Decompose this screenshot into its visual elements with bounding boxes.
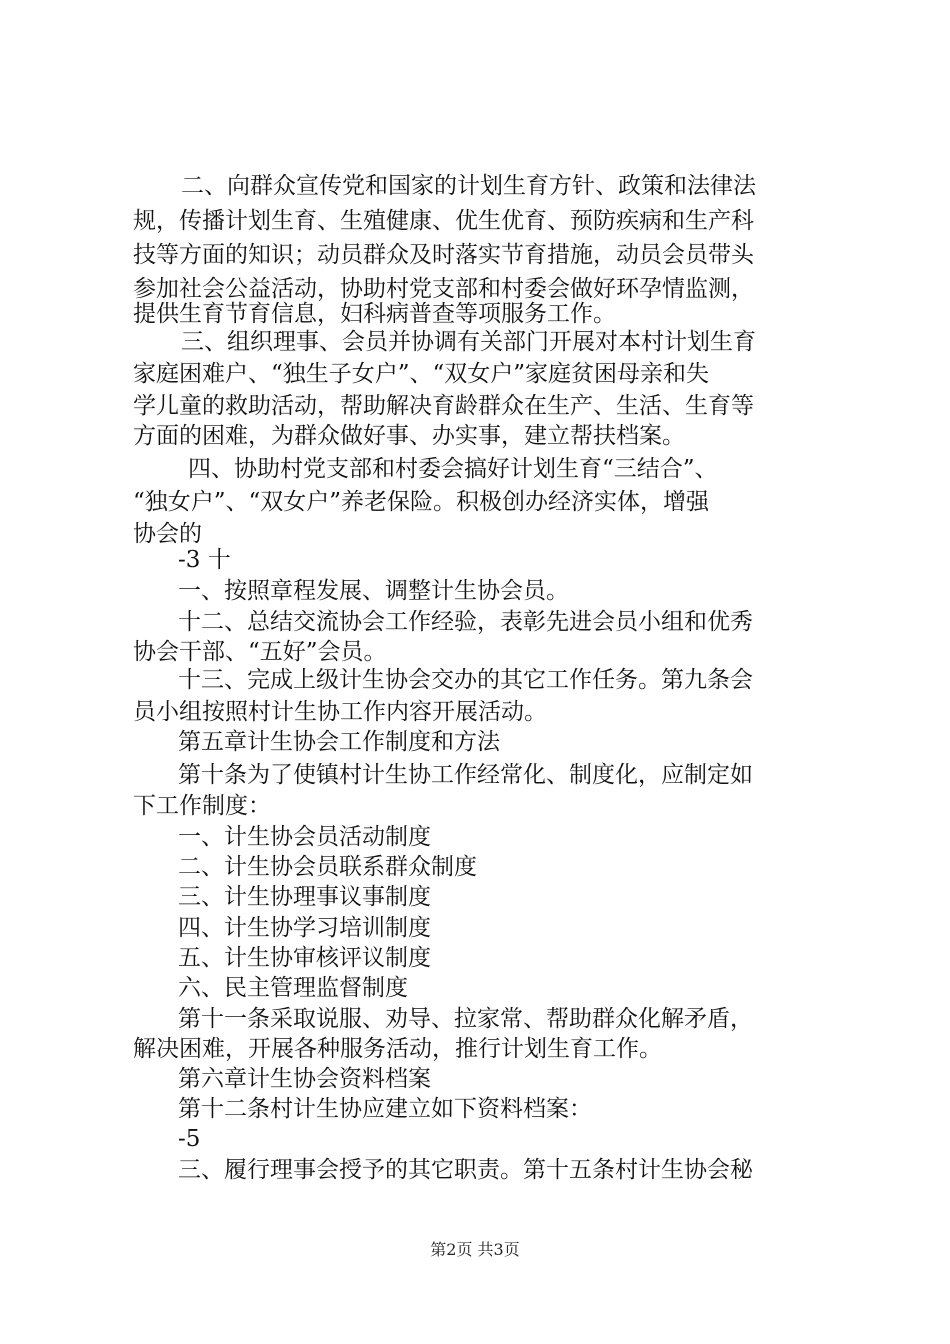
text-line-9: 方面的困难，为群众做好事、办实事，建立帮扶档案。 <box>133 423 685 449</box>
text-line-15: 十二、总结交流协会工作经验，表彰先进会员小组和优秀 <box>178 609 753 635</box>
text-line-29: 解决困难，开展各种服务活动，推行计划生育工作。 <box>133 1036 662 1062</box>
chapter-heading-6: 第六章计生协会资料档案 <box>178 1066 431 1092</box>
page-marker-3: -3 十 <box>178 547 231 573</box>
text-line-2: 规，传播计划生育、生殖健康、优生优育、预防疾病和生产科 <box>133 208 754 234</box>
text-line-17: 十三、完成上级计生协会交办的其它工作任务。第九条会 <box>178 667 753 693</box>
list-item-6: 六、民主管理监督制度 <box>178 975 408 1001</box>
text-line-3: 技等方面的知识；动员群众及时落实节育措施，动员会员带头 <box>133 242 754 268</box>
text-line-8: 学儿童的救助活动，帮助解决育龄群众在生产、生活、生育等 <box>133 393 754 419</box>
text-line-18: 员小组按照村计生协工作内容开展活动。 <box>133 699 547 725</box>
text-line-4: 参加社会公益活动，协助村党支部和村委会做好环孕情监测， <box>133 276 754 302</box>
page-marker-5: -5 <box>178 1126 201 1152</box>
text-line-10: 四、协助村党支部和村委会搞好计划生育“三结合”、 <box>188 456 718 482</box>
text-line-5: 提供生育节育信息，妇科病普查等项服务工作。 <box>133 301 616 327</box>
text-line-1: 二、向群众宣传党和国家的计划生育方针、政策和法律法 <box>181 173 756 199</box>
list-item-2: 二、计生协会员联系群众制度 <box>178 854 477 880</box>
text-line-11: “独女户”、“双女户”养老保险。积极创办经济实体，增强 <box>133 489 710 515</box>
text-line-28: 第十一条采取说服、劝导、拉家常、帮助群众化解矛盾， <box>178 1006 753 1032</box>
text-line-7: 家庭困难户、“独生子女户”、“双女户”家庭贫困母亲和失 <box>133 361 710 387</box>
text-line-16: 协会干部、“五好”会员。 <box>133 639 387 665</box>
list-item-3: 三、计生协理事议事制度 <box>178 884 431 910</box>
text-line-6: 三、组织理事、会员并协调有关部门开展对本村计划生育 <box>181 329 756 355</box>
text-line-31: 第十二条村计生协应建立如下资料档案： <box>178 1096 592 1122</box>
text-line-20: 第十条为了使镇村计生协工作经常化、制度化，应制定如 <box>178 762 753 788</box>
list-item-5: 五、计生协审核评议制度 <box>178 945 431 971</box>
text-line-12: 协会的 <box>133 521 202 547</box>
list-item-4: 四、计生协学习培训制度 <box>178 915 431 941</box>
text-line-14: 一、按照章程发展、调整计生协会员。 <box>178 578 569 604</box>
chapter-heading-5: 第五章计生协会工作制度和方法 <box>178 729 500 755</box>
text-line-21: 下工作制度： <box>133 793 271 819</box>
text-line-33: 三、履行理事会授予的其它职责。第十五条村计生协会秘 <box>178 1157 753 1183</box>
list-item-1: 一、计生协会员活动制度 <box>178 824 431 850</box>
page-number-footer: 第2页 共3页 <box>430 1240 520 1259</box>
